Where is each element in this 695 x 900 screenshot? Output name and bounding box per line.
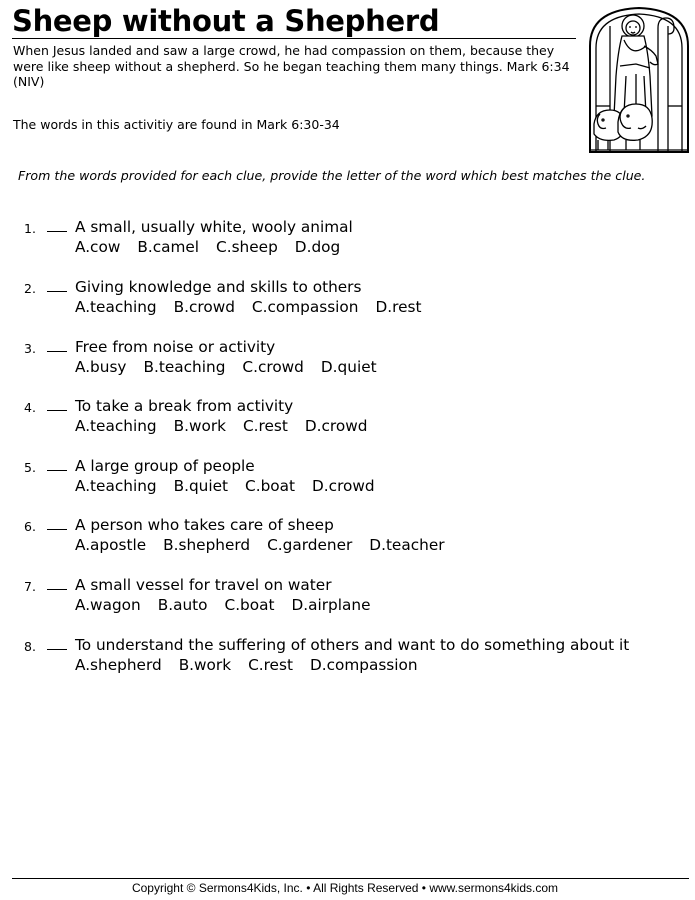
question-clue: Free from noise or activity: [75, 338, 276, 356]
answer-options: [75, 595, 388, 615]
option-c: C.sheep: [216, 238, 278, 256]
answer-options: [75, 535, 462, 555]
page-title: Sheep without a Shepherd: [12, 4, 440, 38]
option-b: B.work: [173, 417, 226, 435]
question-clue: A large group of people: [75, 457, 255, 475]
option-a: A.teaching: [75, 298, 157, 316]
answer-options: [75, 476, 392, 496]
copyright-footer: Copyright © Sermons4Kids, Inc. • All Rights Reserved • www.sermons4kids.com: [131, 881, 559, 895]
option-a: A.shepherd: [75, 656, 162, 674]
option-b: B.auto: [157, 596, 208, 614]
answer-options: [75, 416, 384, 436]
option-d: D.airplane: [291, 596, 371, 614]
answer-options: [75, 655, 435, 675]
question-clue: A small, usually white, wooly animal: [75, 218, 353, 236]
question-number: 8.: [24, 639, 36, 654]
option-d: D.crowd: [312, 477, 375, 495]
question-number: 5.: [24, 460, 36, 475]
option-d: D.teacher: [369, 536, 445, 554]
question-number: 3.: [24, 341, 36, 356]
question-number: 2.: [24, 281, 36, 296]
option-c: C.gardener: [267, 536, 353, 554]
option-c: C.boat: [245, 477, 296, 495]
option-b: B.quiet: [173, 477, 229, 495]
option-b: B.camel: [137, 238, 200, 256]
answer-options: [75, 357, 394, 377]
instructions: From the words provided for each clue, provide the letter of the word which best matches the clue.: [18, 168, 646, 183]
question-number: 1.: [24, 221, 36, 236]
question-clue: Giving knowledge and skills to others: [75, 278, 362, 296]
option-b: B.work: [178, 656, 232, 674]
answer-blank[interactable]: [47, 291, 67, 292]
answer-blank[interactable]: [47, 410, 67, 411]
option-d: D.rest: [375, 298, 422, 316]
answer-options: [75, 237, 357, 257]
option-a: A.busy: [75, 358, 127, 376]
option-a: A.apostle: [75, 536, 147, 554]
title-divider: [12, 38, 576, 39]
option-a: A.teaching: [75, 417, 157, 435]
answer-blank[interactable]: [47, 351, 67, 352]
question-clue: A small vessel for travel on water: [75, 576, 332, 594]
option-c: C.boat: [224, 596, 275, 614]
option-c: C.compassion: [251, 298, 359, 316]
option-d: D.dog: [294, 238, 341, 256]
option-b: B.shepherd: [163, 536, 251, 554]
answer-blank[interactable]: [47, 649, 67, 650]
question-clue: To understand the suffering of others and want to do something about it: [75, 636, 630, 654]
question-number: 4.: [24, 400, 36, 415]
answer-blank[interactable]: [47, 470, 67, 471]
question-number: 7.: [24, 579, 36, 594]
option-d: D.quiet: [320, 358, 377, 376]
answer-blank[interactable]: [47, 529, 67, 530]
option-d: D.compassion: [309, 656, 418, 674]
option-b: B.crowd: [173, 298, 235, 316]
option-a: A.teaching: [75, 477, 157, 495]
option-c: C.rest: [248, 656, 293, 674]
question-clue: To take a break from activity: [75, 397, 294, 415]
option-a: A.cow: [75, 238, 121, 256]
option-a: A.wagon: [75, 596, 141, 614]
answer-options: [75, 297, 438, 317]
scripture-verse: When Jesus landed and saw a large crowd, he had compassion on them, because they were like sheep without a shepherd. So he began teaching them many things. Mark 6:34 (NIV): [13, 43, 570, 89]
answer-blank[interactable]: [47, 231, 67, 232]
reference-note: The words in this activitiy are found in Mark 6:30-34: [13, 117, 340, 132]
option-d: D.crowd: [304, 417, 368, 435]
footer-divider: [12, 878, 689, 879]
answer-blank[interactable]: [47, 589, 67, 590]
question-number: 6.: [24, 519, 36, 534]
option-b: B.teaching: [143, 358, 226, 376]
shepherd-with-sheep-icon: [588, 6, 690, 154]
option-c: C.crowd: [242, 358, 304, 376]
option-c: C.rest: [242, 417, 288, 435]
question-clue: A person who takes care of sheep: [75, 516, 334, 534]
